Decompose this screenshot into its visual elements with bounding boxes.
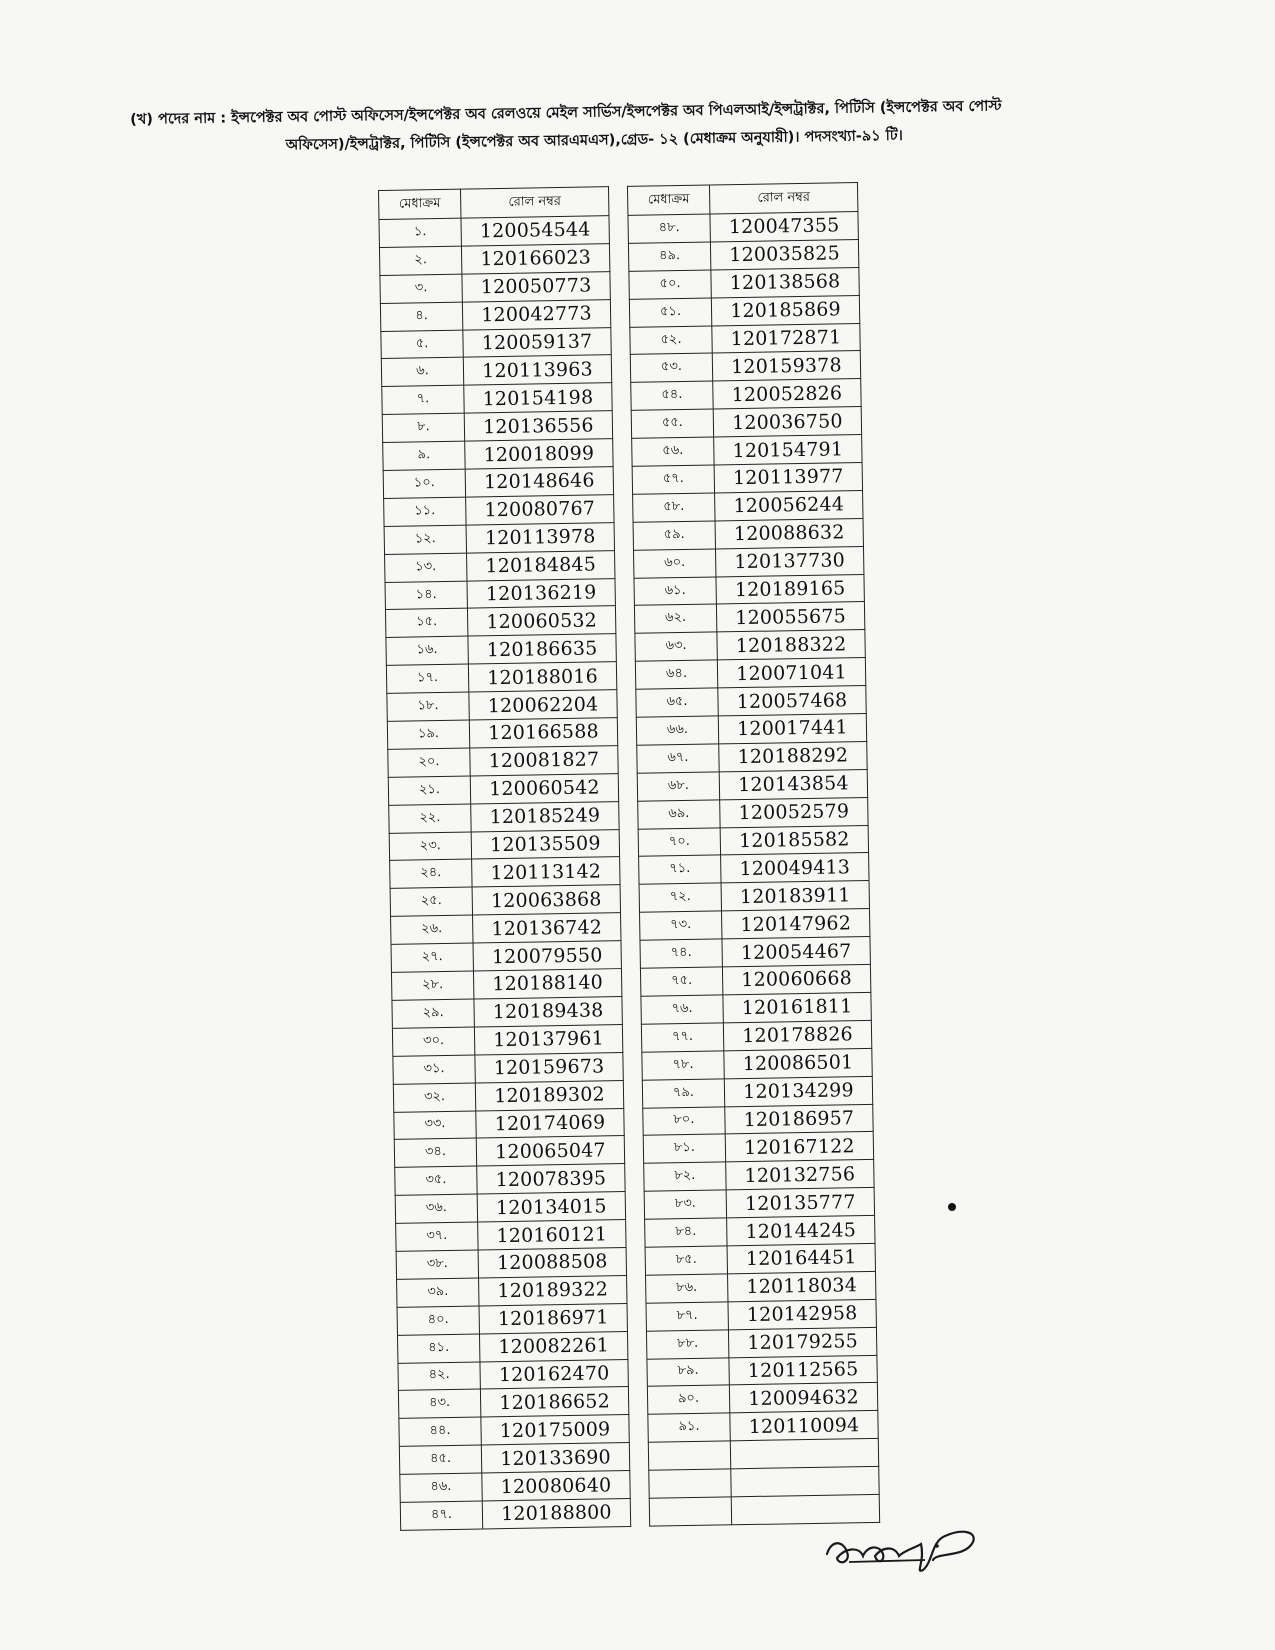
table-row — [636, 686, 866, 718]
rank-cell: ১৪. — [385, 581, 467, 610]
rank-cell: ৭৩. — [640, 911, 722, 940]
rank-cell: ১৫. — [385, 609, 467, 638]
roll-number-cell: 120175009 — [481, 1415, 629, 1445]
roll-number-cell: 120134015 — [477, 1192, 625, 1222]
ink-dot — [948, 1203, 956, 1211]
rank-cell: ৪. — [380, 302, 462, 331]
table-row — [634, 574, 864, 606]
roll-number-cell: 120088508 — [478, 1247, 626, 1277]
rank-cell: ৪৪. — [399, 1417, 481, 1446]
rank-cell: ৭৬. — [641, 995, 723, 1024]
table-row — [635, 630, 865, 662]
roll-number-cell: 120154198 — [464, 383, 612, 413]
roll-number-cell: 120186971 — [479, 1303, 627, 1333]
roll-number-cell: 120062204 — [469, 690, 617, 720]
rank-cell: ৬৬. — [636, 716, 718, 745]
rank-cell: ৫২. — [630, 326, 712, 355]
table-row — [394, 1136, 624, 1168]
rank-header: মেধাক্রম — [379, 189, 461, 219]
roll-number-cell: 120186957 — [725, 1104, 873, 1134]
rank-cell: ৬৮. — [637, 772, 719, 801]
roll-number-cell: 120185869 — [711, 295, 859, 325]
roll-number-cell: 120167122 — [725, 1132, 873, 1162]
signature — [825, 1522, 1025, 1622]
rank-cell: ৭. — [382, 385, 464, 414]
roll-number-cell: 120018099 — [465, 439, 613, 469]
table-row — [640, 964, 870, 996]
rank-cell: ২৪. — [390, 860, 472, 889]
table-row — [631, 379, 861, 411]
table-row — [386, 662, 616, 694]
rank-cell: ৭৭. — [641, 1023, 723, 1052]
table-row — [644, 1188, 874, 1220]
rank-cell: ৩০. — [392, 1027, 474, 1056]
table-row — [643, 1104, 873, 1136]
table-row — [641, 1020, 871, 1052]
rank-cell: ৮৪. — [645, 1218, 727, 1247]
table-row — [384, 495, 614, 527]
table-row — [390, 885, 620, 917]
rank-cell: ৬২. — [634, 604, 716, 633]
rank-header: মেধাক্রম — [627, 185, 709, 215]
table-row — [638, 797, 868, 829]
table-row — [635, 658, 865, 690]
roll-number-cell: 120052826 — [713, 379, 861, 409]
table-row — [382, 411, 612, 443]
rank-cell: ৫৯. — [633, 521, 715, 550]
rank-cell: ৫৪. — [631, 381, 713, 410]
table-row — [647, 1383, 877, 1415]
rank-cell: ৩২. — [393, 1083, 475, 1112]
roll-number-cell: 120065047 — [476, 1136, 624, 1166]
roll-number-cell: 120189165 — [716, 574, 864, 604]
roll-number-cell: 120050773 — [462, 271, 610, 301]
roll-number-cell: 120159378 — [712, 351, 860, 381]
rank-cell: ২. — [379, 246, 461, 275]
table-row — [379, 244, 609, 276]
table-row — [393, 1080, 623, 1112]
table-row — [388, 773, 618, 805]
rank-cell: ৩৬. — [395, 1194, 477, 1223]
rank-cell: ৮৩. — [644, 1190, 726, 1219]
table-row — [649, 1466, 879, 1498]
table-row — [637, 769, 867, 801]
merit-list-tables — [378, 181, 940, 1531]
table-row — [630, 323, 860, 355]
table-row — [628, 212, 858, 244]
rank-cell — [649, 1497, 731, 1526]
roll-number-cell: 120113142 — [472, 857, 620, 887]
table-row — [385, 550, 615, 582]
roll-number-cell: 120159673 — [475, 1052, 623, 1082]
rank-cell: ২১. — [388, 776, 470, 805]
table-row — [646, 1327, 876, 1359]
roll-number-cell: 120144245 — [727, 1215, 875, 1245]
roll-number-cell: 120054544 — [461, 216, 609, 246]
rank-cell: ৬৯. — [638, 800, 720, 829]
table-row — [391, 913, 621, 945]
rank-cell: ১. — [379, 218, 461, 247]
table-row — [386, 634, 616, 666]
rank-cell: ৫৭. — [632, 465, 714, 494]
table-row — [397, 1303, 627, 1335]
rank-cell: ৮৫. — [645, 1246, 727, 1275]
roll-number-cell — [730, 1439, 878, 1469]
roll-number-cell: 120188800 — [482, 1498, 630, 1528]
table-row — [628, 239, 858, 271]
roll-number-cell: 120118034 — [728, 1271, 876, 1301]
table-row — [395, 1192, 625, 1224]
rank-cell: ৩৫. — [395, 1166, 477, 1195]
roll-number-cell: 120143854 — [719, 769, 867, 799]
roll-number-cell: 120035825 — [710, 239, 858, 269]
rank-cell: ১১. — [384, 497, 466, 526]
roll-number-cell: 120060542 — [470, 773, 618, 803]
rank-cell: ৪০. — [397, 1306, 479, 1335]
table-row — [400, 1498, 630, 1530]
rank-cell — [649, 1469, 731, 1498]
heading-line-2: অফিসেস)/ইন্সট্রাক্টর, পিটিসি (ইন্সপেক্টর অব আরএমএস),গ্রেড- ১২ (মেধাক্রম অনুযায়ী)। পদসংখ্যা-৯১ টি। — [285, 127, 904, 154]
rank-cell: ২২. — [389, 804, 471, 833]
roll-number-cell: 120188140 — [473, 969, 621, 999]
table-row — [645, 1215, 875, 1247]
rank-cell: ১৬. — [386, 636, 468, 665]
rank-cell: ৭৮. — [642, 1051, 724, 1080]
table-row — [391, 941, 621, 973]
rank-cell: ৬১. — [634, 577, 716, 606]
rank-cell: ৮৭. — [646, 1302, 728, 1331]
rank-cell: ৩. — [380, 274, 462, 303]
roll-number-cell: 120057468 — [718, 686, 866, 716]
roll-number-cell: 120079550 — [473, 941, 621, 971]
roll-number-cell: 120056244 — [715, 490, 863, 520]
rank-cell: ৬৩. — [635, 632, 717, 661]
roll-number-cell: 120135777 — [726, 1188, 874, 1218]
rank-cell: ৬৪. — [635, 660, 717, 689]
rank-cell: ৮২. — [644, 1162, 726, 1191]
table-row — [388, 746, 618, 778]
table-row — [641, 992, 871, 1024]
table-row — [381, 355, 611, 387]
table-row — [629, 295, 859, 327]
rank-cell: ১৩. — [385, 553, 467, 582]
rank-cell: ৪৯. — [628, 242, 710, 271]
rank-cell: ১২. — [384, 525, 466, 554]
rank-cell: ৪৬. — [400, 1473, 482, 1502]
rank-cell: ৯. — [383, 441, 465, 470]
table-row — [648, 1411, 878, 1443]
roll-number-cell: 120172871 — [712, 323, 860, 353]
table-row — [394, 1108, 624, 1140]
rank-cell: ১৯. — [387, 720, 469, 749]
roll-number-cell: 120160121 — [478, 1220, 626, 1250]
rank-cell: ২০. — [388, 748, 470, 777]
roll-number-cell: 120178826 — [723, 1020, 871, 1050]
table-row — [634, 602, 864, 634]
table-row — [634, 546, 864, 578]
roll-number-cell: 120189322 — [479, 1275, 627, 1305]
rank-cell: ২৬. — [391, 915, 473, 944]
roll-number-cell: 120185582 — [720, 825, 868, 855]
roll-number-cell: 120071041 — [717, 658, 865, 688]
table-row — [397, 1331, 627, 1363]
rank-cell: ৭৪. — [640, 939, 722, 968]
table-row — [633, 490, 863, 522]
roll-number-cell: 120113977 — [714, 463, 862, 493]
roll-number-cell: 120136219 — [467, 578, 615, 608]
table-row — [645, 1243, 875, 1275]
table-row — [633, 518, 863, 550]
roll-number-cell: 120132756 — [726, 1160, 874, 1190]
table-row — [644, 1160, 874, 1192]
table-row — [392, 1024, 622, 1056]
roll-number-cell: 120052579 — [720, 797, 868, 827]
rank-cell: ৮৮. — [646, 1329, 728, 1358]
rank-cell: ৮০. — [643, 1106, 725, 1135]
rank-cell: ৪৮. — [628, 214, 710, 243]
rank-cell: ৭১. — [639, 855, 721, 884]
roll-number-cell: 120060668 — [722, 964, 870, 994]
roll-number-cell: 120112565 — [729, 1355, 877, 1385]
rank-cell: ৮৯. — [647, 1357, 729, 1386]
roll-number-cell: 120189438 — [474, 997, 622, 1027]
rank-cell: ৭০. — [638, 828, 720, 857]
roll-number-cell: 120188016 — [468, 662, 616, 692]
table-row — [632, 463, 862, 495]
table-row — [632, 435, 862, 467]
table-row — [630, 351, 860, 383]
table-row — [380, 299, 610, 331]
rank-cell: ৩৮. — [396, 1250, 478, 1279]
table-row — [646, 1299, 876, 1331]
heading-line-1: (খ) পদের নাম : ইন্সপেক্টর অব পোস্ট অফিসেস/ইন্সপেক্টর অব রেলওয়ে মেইল সার্ভিস/ইন্সপেক্টর অব পিএলআই/ইন্সট্রাক্টর, পিটিসি (ইন্সপেক্টর অব পোস্ট — [130, 98, 1002, 128]
roll-number-cell — [731, 1494, 879, 1524]
rank-cell: ৭২. — [639, 883, 721, 912]
rank-cell: ৫. — [381, 330, 463, 359]
rank-cell: ৫১. — [629, 298, 711, 327]
roll-number-cell: 120049413 — [721, 853, 869, 883]
roll-number-cell: 120183911 — [721, 881, 869, 911]
table-row — [383, 439, 613, 471]
rank-cell: ৩৯. — [397, 1278, 479, 1307]
roll-number-cell: 120042773 — [462, 299, 610, 329]
table-row — [383, 467, 613, 499]
table-row — [648, 1439, 878, 1471]
rank-cell: ৫৬. — [632, 437, 714, 466]
roll-number-cell: 120133690 — [481, 1443, 629, 1473]
table-row — [640, 937, 870, 969]
table-row — [382, 383, 612, 415]
roll-number-cell: 120188292 — [719, 741, 867, 771]
roll-number-cell: 120080640 — [482, 1471, 630, 1501]
rank-cell: ৭৫. — [640, 967, 722, 996]
roll-number-cell: 120162470 — [480, 1359, 628, 1389]
rank-cell: ৩১. — [393, 1055, 475, 1084]
table-row — [636, 714, 866, 746]
table-row — [629, 267, 859, 299]
rank-cell: ২৯. — [392, 999, 474, 1028]
table-row — [643, 1132, 873, 1164]
table-row — [380, 271, 610, 303]
roll-number-cell: 120054467 — [722, 937, 870, 967]
table-row — [381, 327, 611, 359]
rank-cell: ২৫. — [390, 887, 472, 916]
rank-cell: ৫৫. — [631, 409, 713, 438]
table-row — [631, 407, 861, 439]
rank-cell: ৩৪. — [394, 1138, 476, 1167]
roll-number-cell: 120081827 — [470, 746, 618, 776]
rank-cell: ৪৭. — [400, 1501, 482, 1530]
table-header-row — [379, 187, 609, 220]
table-row — [399, 1415, 629, 1447]
rank-cell: ৪৫. — [399, 1445, 481, 1474]
roll-number-cell: 120082261 — [479, 1331, 627, 1361]
roll-header: রোল নম্বর — [709, 183, 857, 214]
roll-number-cell: 120166023 — [461, 244, 609, 274]
roll-number-cell: 120186635 — [468, 634, 616, 664]
roll-number-cell: 120142958 — [728, 1299, 876, 1329]
rank-cell: ৫০. — [629, 270, 711, 299]
roll-number-cell: 120113978 — [466, 522, 614, 552]
rank-cell: ৯১. — [648, 1413, 730, 1442]
roll-number-cell: 120154791 — [714, 435, 862, 465]
table-row — [384, 522, 614, 554]
signature-scribble-icon — [825, 1522, 1025, 1622]
rank-cell: ৫৩. — [630, 353, 712, 382]
rank-cell: ১০. — [383, 469, 465, 498]
rank-cell: ২৭. — [391, 943, 473, 972]
roll-number-cell: 120110094 — [730, 1411, 878, 1441]
table-row — [389, 829, 619, 861]
table-row — [397, 1275, 627, 1307]
roll-number-cell: 120134299 — [724, 1076, 872, 1106]
roll-number-cell: 120147962 — [722, 909, 870, 939]
roll-number-cell: 120136742 — [473, 913, 621, 943]
roll-number-cell: 120136556 — [464, 411, 612, 441]
roll-number-cell: 120179255 — [728, 1327, 876, 1357]
rank-cell: ৩৭. — [396, 1222, 478, 1251]
rank-cell: ৬. — [381, 358, 463, 387]
roll-number-cell: 120080767 — [466, 495, 614, 525]
roll-number-cell: 120086501 — [724, 1048, 872, 1078]
rank-cell: ৯০. — [647, 1385, 729, 1414]
rank-cell: ১৭. — [386, 664, 468, 693]
roll-number-cell: 120094632 — [729, 1383, 877, 1413]
roll-number-cell: 120184845 — [467, 550, 615, 580]
rank-cell: ৪১. — [397, 1334, 479, 1363]
rank-cell — [648, 1441, 730, 1470]
roll-number-cell: 120164451 — [727, 1243, 875, 1273]
rank-cell: ৭৯. — [642, 1078, 724, 1107]
table-row — [398, 1387, 628, 1419]
roll-number-cell: 120055675 — [716, 602, 864, 632]
table-row — [639, 881, 869, 913]
rank-cell: ৫৮. — [633, 493, 715, 522]
roll-number-cell: 120186652 — [480, 1387, 628, 1417]
table-row — [385, 606, 615, 638]
roll-number-cell: 120166588 — [469, 718, 617, 748]
table-row — [390, 857, 620, 889]
document-heading — [130, 90, 1131, 162]
table-row — [647, 1355, 877, 1387]
table-row — [642, 1048, 872, 1080]
rank-cell: ৮৬. — [646, 1274, 728, 1303]
roll-number-cell: 120017441 — [718, 714, 866, 744]
table-row — [396, 1220, 626, 1252]
roll-number-cell: 120137730 — [715, 546, 863, 576]
roll-number-cell: 120189302 — [475, 1080, 623, 1110]
table-row — [391, 969, 621, 1001]
rank-cell: ২৮. — [391, 971, 473, 1000]
table-row — [379, 216, 609, 248]
rank-cell: ৮. — [382, 413, 464, 442]
rank-cell: ৬৭. — [637, 744, 719, 773]
rank-cell: ৬০. — [634, 549, 716, 578]
table-row — [642, 1076, 872, 1108]
table-row — [393, 1052, 623, 1084]
roll-number-cell — [731, 1466, 879, 1496]
rank-cell: ৪২. — [398, 1361, 480, 1390]
roll-number-cell: 120088632 — [715, 518, 863, 548]
roll-number-cell: 120174069 — [476, 1108, 624, 1138]
table-row — [398, 1359, 628, 1391]
table-row — [392, 997, 622, 1029]
roll-number-cell: 120137961 — [474, 1024, 622, 1054]
roll-number-cell: 120161811 — [723, 992, 871, 1022]
roll-number-cell: 120113963 — [463, 355, 611, 385]
table-row — [396, 1247, 626, 1279]
roll-number-cell: 120078395 — [477, 1164, 625, 1194]
table-row — [389, 801, 619, 833]
rank-cell: ৮১. — [643, 1134, 725, 1163]
table-row — [638, 825, 868, 857]
table-row — [387, 718, 617, 750]
table-row — [646, 1271, 876, 1303]
table-row — [640, 909, 870, 941]
roll-number-cell: 120148646 — [465, 467, 613, 497]
table-row — [385, 578, 615, 610]
rank-cell: ২৩. — [389, 832, 471, 861]
table-row — [637, 741, 867, 773]
roll-number-cell: 120188322 — [717, 630, 865, 660]
table-row — [395, 1164, 625, 1196]
roll-number-cell: 120138568 — [711, 267, 859, 297]
table-row — [639, 853, 869, 885]
roll-header: রোল নম্বর — [460, 187, 608, 218]
table-row — [387, 690, 617, 722]
rank-cell: ৪৩. — [398, 1389, 480, 1418]
table-row — [400, 1471, 630, 1503]
roll-number-cell: 120059137 — [463, 327, 611, 357]
table-header-row — [627, 183, 857, 216]
roll-number-cell: 120047355 — [710, 212, 858, 242]
merit-table-right — [627, 182, 880, 1527]
rank-cell: ৬৫. — [636, 688, 718, 717]
roll-number-cell: 120036750 — [713, 407, 861, 437]
roll-number-cell: 120135509 — [471, 829, 619, 859]
merit-table-left — [378, 186, 631, 1531]
table-row — [399, 1443, 629, 1475]
roll-number-cell: 120063868 — [472, 885, 620, 915]
roll-number-cell: 120060532 — [467, 606, 615, 636]
rank-cell: ১৮. — [387, 692, 469, 721]
rank-cell: ৩৩. — [394, 1111, 476, 1140]
roll-number-cell: 120185249 — [471, 801, 619, 831]
